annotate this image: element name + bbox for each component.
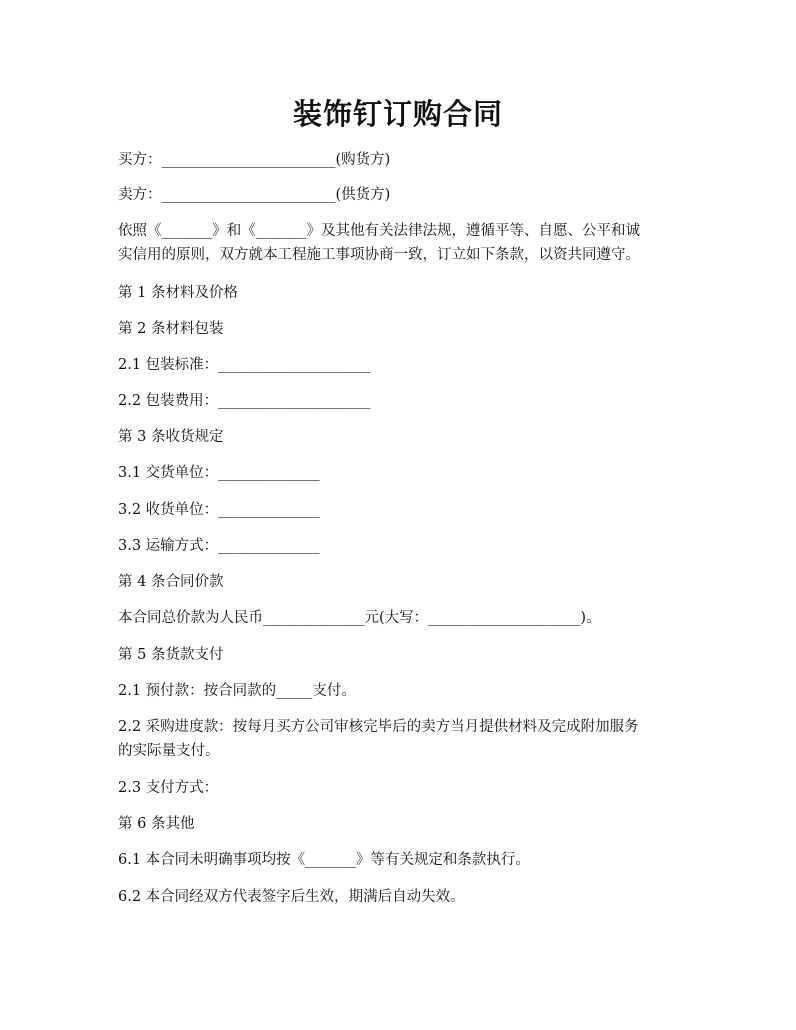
article-4-heading: 第 4 条合同价款: [118, 574, 224, 590]
clause-3-3: 3.3 运输方式：______________: [118, 538, 320, 554]
article-6-heading: 第 6 条其他: [118, 816, 195, 832]
clause-5-payment-method: 2.3 支付方式：: [118, 780, 219, 796]
document-title: 装饰钉订购合同: [292, 97, 503, 131]
clause-5-prepayment: 2.1 预付款：按合同款的_____支付。: [118, 683, 356, 699]
intro-line-1: 依照《_______》和《_______》及其他有关法律法规，遵循平等、自愿、公平和诚: [118, 223, 640, 239]
seller-line: 卖方：________________________(供货方): [118, 187, 391, 203]
clause-6-2: 6.2 本合同经双方代表签字后生效，期满后自动失效。: [118, 889, 465, 905]
progress-payment-line-1: 2.2 采购进度款：按每月买方公司审核完毕后的卖方当月提供材料及完成附加服务: [118, 719, 639, 735]
article-2-heading: 第 2 条材料包装: [118, 321, 224, 337]
article-5-heading: 第 5 条货款支付: [118, 647, 224, 663]
clause-2-2: 2.2 包装费用：_____________________: [118, 393, 371, 409]
intro-line-2: 实信用的原则，双方就本工程施工事项协商一致，订立如下条款，以资共同遵守。: [118, 247, 640, 263]
article-1-heading: 第 1 条材料及价格: [118, 285, 238, 301]
clause-5-progress-payment: [118, 715, 683, 763]
contract-price-line: 本合同总价款为人民币______________元(大写：_____________________)。: [118, 610, 601, 626]
clause-6-1: 6.1 本合同未明确事项均按《_______》等有关规定和条款执行。: [118, 852, 530, 868]
article-3-heading: 第 3 条收货规定: [118, 429, 224, 445]
clause-3-2: 3.2 收货单位：______________: [118, 502, 320, 518]
clause-2-1: 2.1 包装标准：_____________________: [118, 357, 371, 373]
clause-3-1: 3.1 交货单位：______________: [118, 465, 320, 481]
intro-paragraph: [118, 219, 683, 267]
buyer-line: 买方：________________________(购货方): [118, 152, 391, 168]
progress-payment-line-2: 的实际量支付。: [118, 743, 220, 759]
